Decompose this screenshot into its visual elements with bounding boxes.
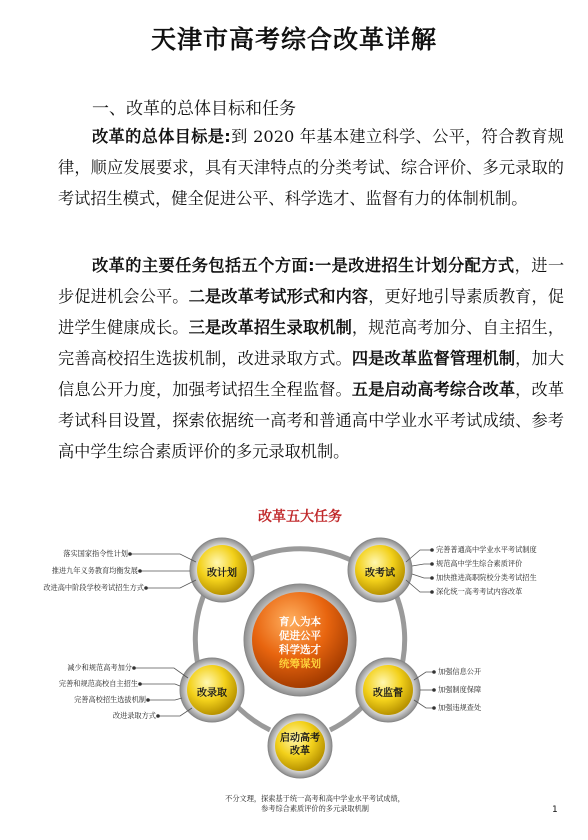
node-exam-label: 改考试 bbox=[365, 568, 395, 579]
task-3-text: ，规范高考加分、自主招生，完善高校招生选拔机制，改进录取方式。 bbox=[58, 318, 565, 368]
five-tasks-diagram bbox=[40, 504, 560, 814]
center-label bbox=[255, 615, 345, 671]
node-supervision-label: 改监督 bbox=[373, 688, 403, 699]
task-4-title: 四是改革监督管理机制 bbox=[351, 349, 516, 368]
section-heading: 一、改革的总体目标和任务 bbox=[92, 99, 296, 119]
center-line-1: 育人为本 bbox=[279, 616, 321, 628]
plan-item-3: 改进高中阶段学校考试招生方式 bbox=[43, 583, 144, 592]
center-line-2: 促进公平 bbox=[279, 630, 321, 642]
task-2-title: 二是改革考试形式和内容 bbox=[188, 287, 369, 306]
admission-item-2: 完善和规范高校自主招生 bbox=[58, 679, 138, 688]
center-line-4: 统筹谋划 bbox=[279, 658, 321, 670]
exam-item-1: 完善普通高中学业水平考试制度 bbox=[436, 545, 537, 554]
goal-text: 到 2020 年基本建立科学、公平，符合教育规律，顺应发展要求，具有天津特点的分类考试、综合评价、多元录取的考试招生模式，健全促进公平、科学选才、监督有力的体制机制。 bbox=[58, 127, 564, 208]
node-admission-label: 改录取 bbox=[197, 688, 227, 699]
task-5-text: ，改革考试科目设置，探索依据统一高考和普通高中学业水平考试成绩、参考高中学生综合素质评价的多元录取机制。 bbox=[58, 380, 565, 461]
page-number: 1 bbox=[552, 805, 558, 815]
gaokao-note-line-1: 不分文理，探索基于统一高考和高中学业水平考试成绩， bbox=[225, 794, 405, 803]
paragraph-main-tasks bbox=[58, 250, 564, 467]
plan-item-1: 落实国家指令性计划 bbox=[63, 549, 128, 558]
node-plan-label: 改计划 bbox=[207, 568, 237, 579]
center-line-3: 科学选才 bbox=[279, 644, 321, 656]
supervision-item-2: 加强制度保障 bbox=[438, 685, 482, 694]
supervision-item-1: 加强信息公开 bbox=[438, 667, 482, 676]
goal-label: 改革的总体目标是: bbox=[92, 127, 231, 146]
gaokao-note bbox=[200, 794, 430, 814]
gaokao-note-line-2: 参考综合素质评价的多元录取机制 bbox=[261, 804, 369, 813]
page-title: 天津市高考综合改革详解 bbox=[150, 25, 437, 54]
exam-item-2: 规范高中学生综合素质评价 bbox=[436, 559, 523, 568]
exam-item-3: 加快推进高职院校分类考试招生 bbox=[436, 573, 537, 582]
admission-item-3: 完善高校招生选拔机制 bbox=[74, 695, 146, 704]
gaokao-line-1: 启动高考 bbox=[280, 733, 320, 744]
task-1-title: 一是改进招生计划分配方式 bbox=[314, 256, 515, 275]
exam-item-4: 深化统一高考考试内容改革 bbox=[436, 587, 523, 596]
admission-item-1: 减少和规范高考加分 bbox=[67, 663, 132, 672]
node-gaokao-label bbox=[265, 732, 335, 758]
task-4-text: ，加大信息公开力度，加强考试招生全程监督。 bbox=[58, 349, 565, 399]
paragraph-overall-goal bbox=[58, 121, 564, 214]
gaokao-line-2: 改革 bbox=[290, 746, 310, 757]
admission-item-4: 改进录取方式 bbox=[112, 711, 156, 720]
supervision-item-3: 加强违规查处 bbox=[438, 703, 482, 712]
task-3-title: 三是改革招生录取机制 bbox=[188, 318, 352, 337]
tasks-lead: 改革的主要任务包括五个方面: bbox=[92, 256, 315, 275]
task-2-text: ，更好地引导素质教育，促进学生健康成长。 bbox=[58, 287, 565, 337]
task-1-text: ，进一步促进机会公平。 bbox=[58, 256, 565, 306]
task-5-title: 五是启动高考综合改革 bbox=[351, 380, 516, 399]
plan-item-2: 推进九年义务教育均衡发展 bbox=[51, 566, 138, 575]
diagram-title: 改革五大任务 bbox=[258, 509, 342, 525]
